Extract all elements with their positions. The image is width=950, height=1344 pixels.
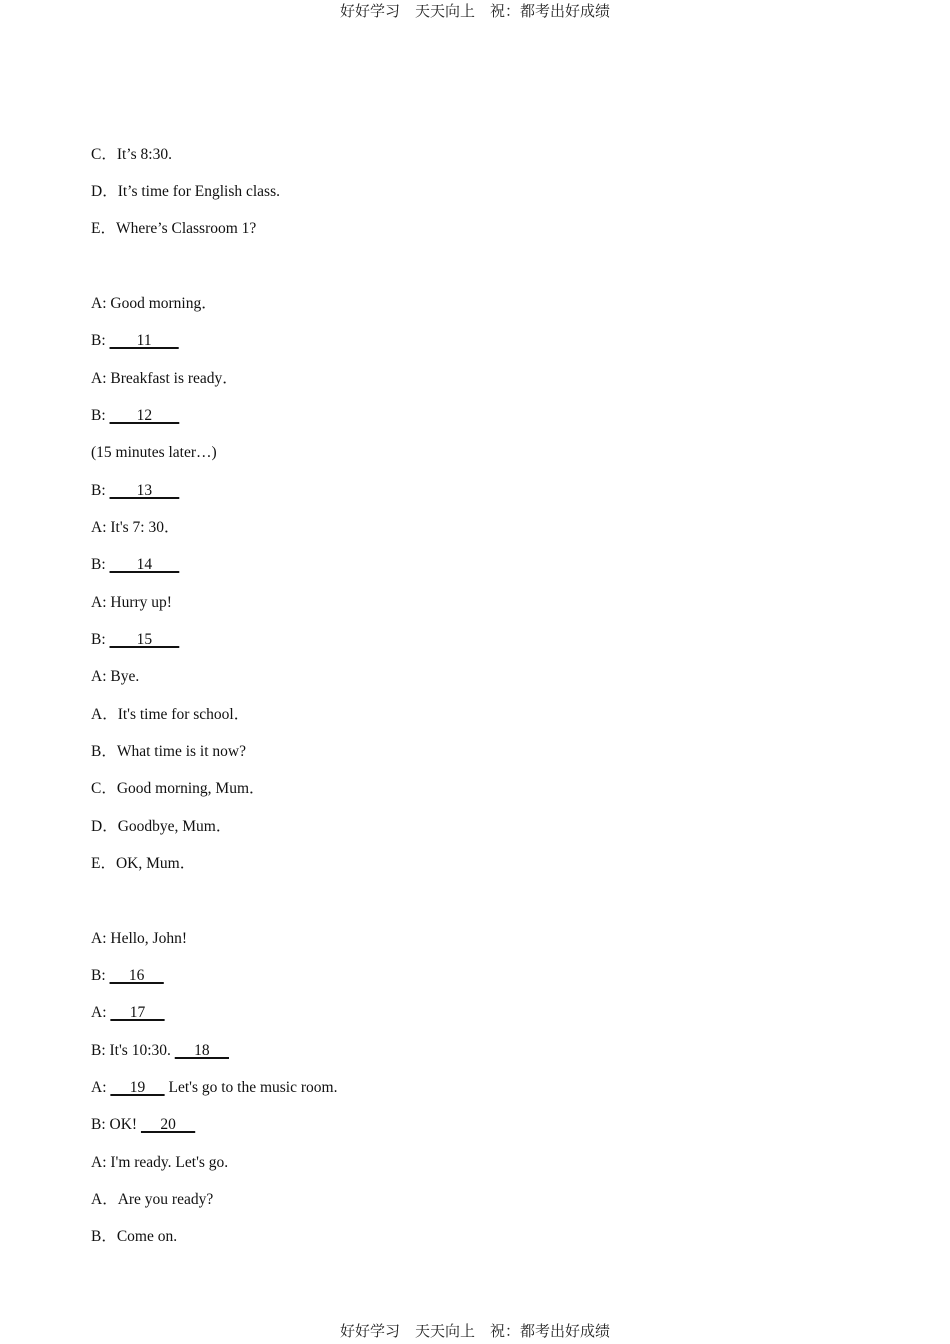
answer-blank: 14 [109, 556, 180, 573]
text-line: C．Good morning, Mum． [91, 780, 265, 797]
fill-in-line [91, 1041, 229, 1061]
answer-blank: 20 [140, 1116, 196, 1133]
text-line: D．It’s time for English class. [91, 183, 280, 200]
text-line: A: Bye. [91, 668, 140, 685]
answer-blank: 11 [109, 332, 179, 349]
fill-in-line [91, 630, 179, 650]
answer-blank: 12 [109, 407, 180, 424]
text-line: B．What time is it now? [91, 743, 246, 760]
fill-in-line [91, 1003, 165, 1023]
fill-in-line [91, 331, 179, 351]
fill-in-line [91, 1078, 337, 1098]
line-prefix: B: [91, 407, 110, 424]
line-prefix: B: [91, 967, 110, 984]
answer-blank: 17 [110, 1004, 165, 1021]
text-line: A: It's 7: 30． [91, 519, 180, 536]
text-line: D．Goodbye, Mum． [91, 818, 232, 835]
line-suffix: Let's go to the music room. [164, 1079, 338, 1096]
answer-blank: 13 [109, 482, 180, 499]
text-line: E．OK, Mum． [91, 855, 196, 872]
line-prefix: B: [91, 556, 110, 573]
text-line: (15 minutes later…) [91, 444, 217, 461]
text-line: A．Are you ready? [91, 1191, 214, 1208]
fill-in-line [91, 1115, 195, 1135]
line-prefix: A: [91, 1004, 111, 1021]
text-line: A: Breakfast is ready． [91, 370, 238, 387]
fill-in-line [91, 406, 179, 426]
text-line: B．Come on. [91, 1228, 178, 1245]
fill-in-line [91, 481, 179, 501]
line-prefix: B: [91, 631, 110, 648]
line-prefix: B: [91, 482, 110, 499]
text-line: A: I'm ready. Let's go. [91, 1154, 229, 1171]
text-line: A: Hurry up! [91, 594, 172, 611]
line-prefix: B: It's 10:30. [91, 1042, 175, 1059]
fill-in-line [91, 555, 179, 575]
text-line: A: Hello, John! [91, 930, 188, 947]
line-prefix: B: OK! [91, 1116, 141, 1133]
answer-blank: 16 [109, 967, 164, 984]
answer-blank: 18 [174, 1042, 229, 1059]
text-line: A．It's time for school． [91, 706, 250, 723]
text-line: E．Where’s Classroom 1? [91, 220, 257, 237]
text-line: A: Good morning． [91, 295, 217, 312]
line-prefix: B: [91, 332, 110, 349]
page-footer: 好好学习 天天向上 祝：都考出好成绩 [339, 1322, 610, 1340]
answer-blank: 19 [110, 1079, 165, 1096]
page-header: 好好学习 天天向上 祝：都考出好成绩 [339, 2, 610, 20]
fill-in-line [91, 966, 164, 986]
answer-blank: 15 [109, 631, 180, 648]
line-prefix: A: [91, 1079, 111, 1096]
text-line: C．It’s 8:30. [91, 146, 172, 163]
